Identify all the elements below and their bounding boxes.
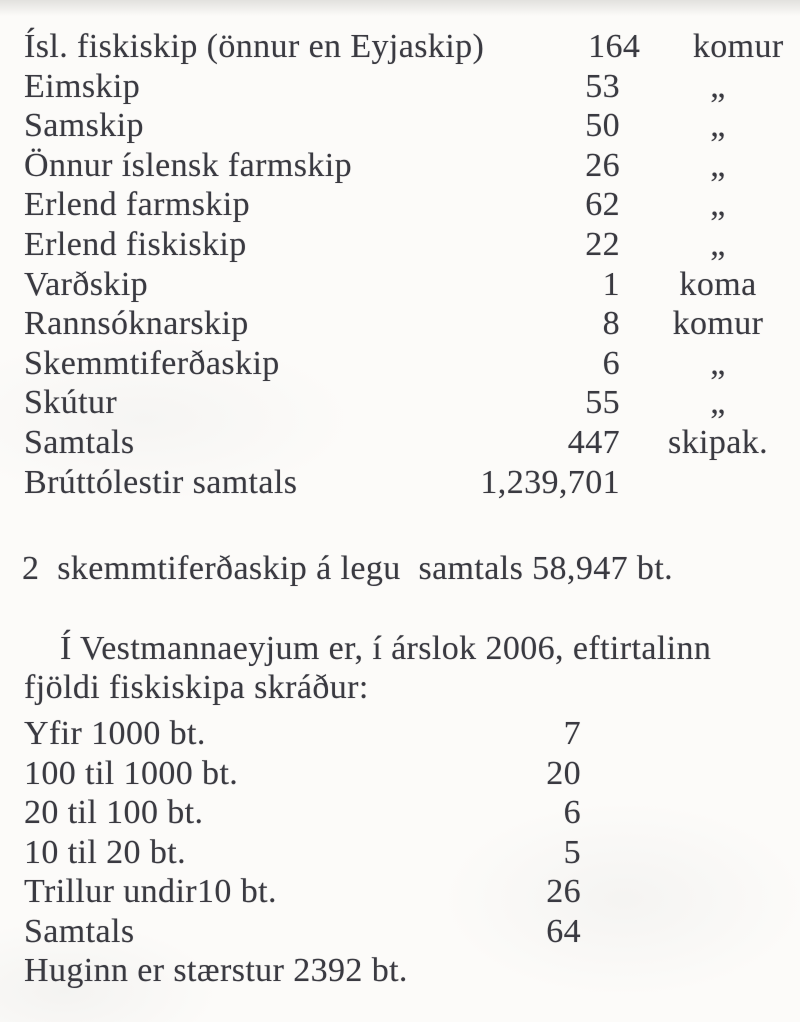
arrivals-unit: komur — [692, 28, 784, 65]
tonnage-class-label: Yfir 1000 bt. — [24, 714, 206, 752]
arrivals-unit: komur — [672, 305, 764, 343]
ship-category-label: Skútur — [24, 384, 118, 422]
table-row — [24, 225, 800, 265]
tonnage-class-label: 100 til 1000 bt. — [24, 754, 239, 792]
ditto-mark: „ — [710, 225, 726, 263]
ship-category-label: Samskip — [24, 107, 144, 145]
ship-category-label: Önnur íslensk farmskip — [24, 146, 352, 184]
tonnage-class-label: 10 til 20 bt. — [24, 833, 186, 871]
cruise-ships-at-anchor-note: 2 skemmtiferðaskip á legu samtals 58,947 bt. — [22, 550, 674, 588]
gross-tonnage-value: 1,239,701 — [480, 463, 620, 501]
arrivals-count: 53 — [585, 67, 620, 105]
table-row-total — [24, 912, 581, 952]
table-row — [24, 872, 581, 912]
ship-category-label: Erlend fiskiskip — [24, 225, 247, 263]
arrivals-count: 55 — [585, 384, 620, 422]
ship-category-label: Rannsóknarskip — [24, 305, 249, 343]
total-unit: skipak. — [667, 423, 769, 461]
ditto-mark: „ — [710, 146, 726, 184]
fleet-size-table — [0, 714, 800, 952]
arrivals-count: 164 — [588, 28, 641, 65]
ditto-mark: „ — [710, 186, 726, 224]
tonnage-class-label: Trillur undir10 bt. — [24, 873, 277, 911]
ship-arrivals-table — [0, 27, 800, 502]
empty-unit-cell — [620, 463, 800, 503]
table-row — [24, 344, 800, 384]
ditto-mark: „ — [710, 107, 726, 145]
tonnage-class-label: 20 til 100 bt. — [24, 794, 204, 832]
table-row-total — [24, 423, 800, 463]
table-row — [24, 383, 800, 423]
table-row — [24, 793, 581, 833]
total-label: Samtals — [24, 423, 135, 461]
total-count: 64 — [546, 912, 581, 950]
table-row — [24, 754, 581, 794]
vessel-count: 7 — [563, 714, 581, 752]
ship-category-label: Varðskip — [24, 265, 149, 303]
table-row — [24, 27, 800, 67]
ditto-mark: „ — [710, 384, 726, 422]
table-row — [24, 304, 800, 344]
ship-category-label: Skemmtiferðaskip — [24, 344, 280, 382]
arrivals-count: 26 — [585, 146, 620, 184]
table-row-gross-tonnage — [24, 463, 800, 503]
arrivals-count: 6 — [602, 344, 620, 382]
table-row — [24, 67, 800, 107]
arrivals-count: 22 — [585, 225, 620, 263]
ship-category-label: Ísl. fiskiskip (önnur en Eyjaskip) — [24, 28, 485, 65]
arrivals-count: 50 — [585, 107, 620, 145]
ditto-mark: „ — [710, 67, 726, 105]
total-count: 447 — [567, 423, 620, 461]
table-row — [24, 106, 800, 146]
arrivals-count: 62 — [585, 186, 620, 224]
ship-category-label: Erlend farmskip — [24, 186, 250, 224]
paragraph-line: Í Vestmannaeyjum er, í árslok 2006, eftirtalinn — [60, 629, 712, 667]
arrivals-count: 8 — [602, 305, 620, 343]
ditto-mark: „ — [710, 344, 726, 382]
table-row — [24, 833, 581, 873]
table-row — [24, 146, 800, 186]
table-row — [24, 265, 800, 305]
total-label: Samtals — [24, 912, 135, 950]
vessel-count: 20 — [546, 754, 581, 792]
vessel-count: 5 — [563, 833, 581, 871]
table-row — [24, 185, 800, 225]
arrivals-count: 1 — [602, 265, 620, 303]
paragraph-line: fjöldi fiskiskipa skráður: — [24, 669, 369, 707]
registered-fleet-paragraph — [0, 629, 800, 708]
table-row — [24, 714, 581, 754]
gross-tonnage-label: Brúttólestir samtals — [24, 463, 298, 501]
vessel-count: 26 — [546, 873, 581, 911]
largest-ship-note: Huginn er stærstur 2392 bt. — [24, 952, 408, 990]
vessel-count: 6 — [563, 794, 581, 832]
ship-category-label: Eimskip — [24, 67, 141, 105]
arrivals-unit: koma — [679, 265, 757, 303]
